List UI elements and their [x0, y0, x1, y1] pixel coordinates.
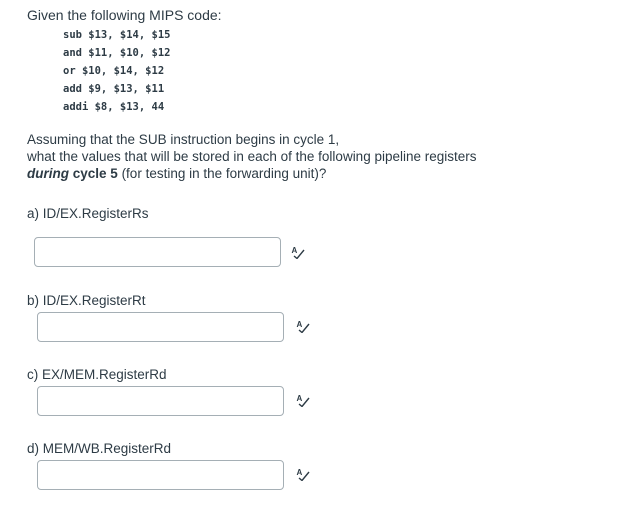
spellcheck-icon[interactable] — [296, 467, 310, 481]
part-b-answer-input[interactable] — [37, 312, 284, 342]
part-d-answer-input[interactable] — [37, 460, 284, 490]
code-line: and $11, $10, $12 — [63, 47, 171, 59]
part-c-label: c) EX/MEM.RegisterRd — [27, 367, 167, 382]
svg-text:A: A — [296, 320, 303, 329]
mips-code-block — [63, 26, 170, 116]
svg-text:A: A — [296, 394, 303, 403]
question-during: during — [27, 166, 69, 181]
part-c-answer-input[interactable] — [37, 386, 284, 416]
part-d-label: d) MEM/WB.RegisterRd — [27, 441, 172, 456]
question-cycle: cycle 5 — [72, 166, 118, 181]
question-text — [27, 131, 627, 182]
question-line-2: what the values that will be stored in each of the following pipeline registers — [27, 149, 477, 164]
question-rest: (for testing in the forwarding unit)? — [117, 166, 327, 181]
question-line-1: Assuming that the SUB instruction begins in cycle 1, — [27, 132, 340, 147]
spellcheck-icon[interactable] — [296, 319, 310, 333]
spellcheck-icon[interactable] — [296, 393, 310, 407]
part-a-label: a) ID/EX.RegisterRs — [27, 206, 149, 221]
part-b-label: b) ID/EX.RegisterRt — [27, 293, 146, 308]
svg-text:A: A — [291, 246, 298, 255]
svg-text:A: A — [296, 468, 303, 477]
code-line: addi $8, $13, 44 — [63, 101, 165, 113]
intro-text: Given the following MIPS code: — [27, 7, 222, 23]
code-line: sub $13, $14, $15 — [63, 29, 171, 41]
part-a-answer-input[interactable] — [34, 237, 281, 267]
question-line-3 — [27, 165, 627, 182]
code-line: add $9, $13, $11 — [63, 83, 165, 95]
code-line: or $10, $14, $12 — [63, 65, 165, 77]
spellcheck-icon[interactable] — [291, 245, 305, 259]
